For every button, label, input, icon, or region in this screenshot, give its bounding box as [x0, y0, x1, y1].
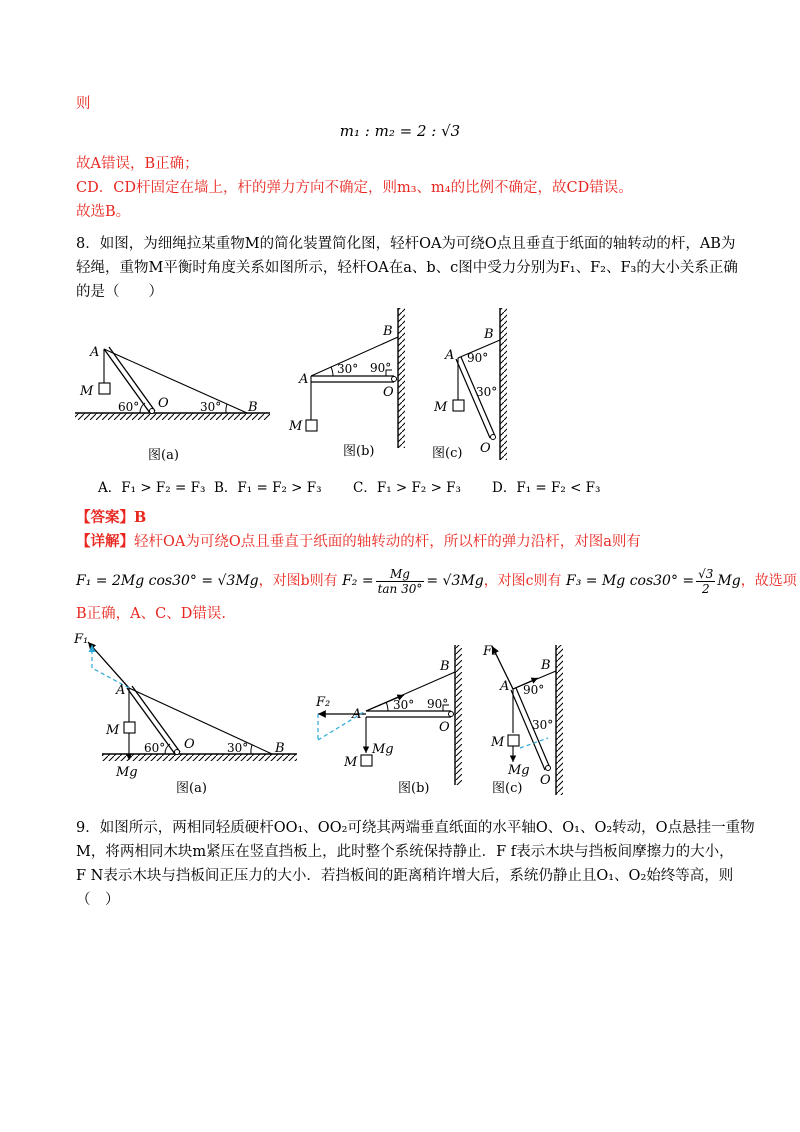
angle-60: 60° [118, 400, 140, 414]
sol-a-label-b: B [275, 741, 285, 756]
f2-num: Mg [376, 567, 425, 582]
formula-f3-lhs: F₃ = Mg cos30° = [565, 573, 695, 589]
q9-line3: F N表示木块与挡板间正压力的大小．若挡板间的距离稍许增大后，系统仍静止且O₁、O₂始终等高，则 [76, 868, 734, 884]
q9-line1: 9．如图所示，两相同轻质硬杆OO₁、OO₂可绕其两端垂直纸面的水平轴O、O₁、O₂转动，O点悬挂一重物 [76, 820, 755, 836]
label-m: M [80, 384, 94, 399]
caption-a: 图(a) [148, 448, 179, 463]
detail-line1 [76, 532, 641, 552]
label-o: O [158, 396, 169, 411]
formula-f3-rhs: Mg [717, 573, 741, 589]
sol-b-label-b: B [440, 659, 450, 674]
label-m-c: M [434, 400, 448, 415]
formula-f1: F₁ = 2Mg cos30° = √3Mg [76, 573, 259, 589]
f3-num: √3 [698, 566, 714, 581]
angle-30-c: 30° [476, 385, 498, 399]
q9-line4: （ ） [76, 892, 120, 908]
figure-b [288, 308, 405, 459]
sol-c-label-m: M [491, 735, 505, 750]
label-b-b: B [383, 324, 393, 339]
detail-line2 [76, 566, 797, 596]
sol-caption-c: 图(c) [492, 781, 523, 796]
label-a-b: A [299, 372, 309, 387]
formula-f2-lhs: F₂ = [342, 573, 374, 589]
formula-f2-frac [376, 567, 425, 596]
figure-a [75, 345, 270, 463]
sol-a-angle-60: 60° [144, 741, 166, 755]
q8-stem-line3: 的是（ ） [76, 284, 163, 300]
option-c[interactable]: C．F₁ > F₂ > F₃ [353, 480, 461, 496]
option-b[interactable]: B．F₁ = F₂ > F₃ [214, 480, 322, 496]
q8-stem-line1: 8．如图，为细绳拉某重物M的简化装置简化图，轻杆OA为可绕O点且垂直于纸面的轴转动的杆，AB为 [76, 236, 736, 252]
text-end: ，故选项 [740, 573, 797, 589]
detail-label: 【详解】 [76, 533, 134, 550]
caption-b: 图(b) [343, 444, 375, 459]
label-b: B [248, 400, 258, 415]
caption-c: 图(c) [432, 446, 463, 461]
sol-b-label-a: A [352, 707, 362, 722]
sol-a-label-mg: Mg [116, 765, 138, 780]
label-f2: F₂ [316, 695, 331, 710]
label-a-c: A [445, 348, 455, 363]
angle-30-b: 30° [337, 362, 359, 376]
detail-line3: B正确，A、C、D错误. [76, 606, 226, 622]
answer-label: 【答案】B [76, 509, 147, 526]
formula-f3-frac [696, 567, 715, 596]
detail-text1: 轻杆OA为可绕O点且垂直于纸面的轴转动的杆，所以杆的弹力沿杆，对图a则有 [134, 534, 641, 550]
choose-b: 故选B。 [76, 204, 131, 220]
cd-explanation: CD．CD杆固定在墙上，杆的弹力方向不确定，则m₃、m₄的比例不确定，故CD错误。 [76, 180, 633, 196]
label-f1: F₁ [74, 632, 89, 647]
solution-figures [0, 630, 800, 805]
mass-ratio-formula: m₁ : m₂ = 2 : √3 [339, 122, 461, 140]
label-o-b: O [383, 385, 394, 400]
f3-den: 2 [701, 581, 710, 596]
sol-a-label-a: A [116, 683, 126, 698]
sol-c-angle-30: 30° [532, 718, 554, 732]
conclusion-ab: 故A错误，B正确； [76, 156, 199, 172]
sol-b-label-o: O [439, 720, 450, 735]
option-d[interactable]: D．F₁ = F₂ < F₃ [492, 480, 601, 496]
angle-30: 30° [200, 400, 222, 414]
solution-figure-c [482, 644, 563, 796]
then-text: 则 [76, 96, 91, 112]
label-m-b: M [289, 419, 303, 434]
sol-b-angle-90: 90° [427, 697, 449, 711]
sol-b-angle-30: 30° [393, 698, 415, 712]
formula-f2-rhs: = √3Mg [426, 573, 484, 589]
sol-a-angle-30: 30° [227, 741, 249, 755]
angle-90-c: 90° [467, 351, 489, 365]
text-fig-b: ，对图b则有 [258, 573, 338, 589]
label-a: A [90, 345, 100, 360]
figure-c [432, 308, 507, 461]
q9-line2: M，将两相同木块m紧压在竖直挡板上，此时整个系统保持静止．F f表示木块与挡板间摩擦力的大小， [76, 844, 734, 860]
sol-c-label-mg: Mg [508, 763, 530, 778]
sol-c-label-o: O [540, 773, 551, 788]
sol-caption-a: 图(a) [176, 781, 207, 796]
label-b-c: B [484, 327, 494, 342]
solution-figure-a [73, 632, 297, 796]
q8-stem-line2: 轻绳，重物M平衡时角度关系如图所示，轻杆OA在a、b、c图中受力分别为F₁、F₂、F₃的大小关系正确 [76, 260, 738, 276]
f2-den: tan 30° [377, 581, 423, 596]
sol-a-label-m: M [106, 723, 120, 738]
sol-caption-b: 图(b) [398, 781, 430, 796]
angle-90-b: 90° [370, 361, 392, 375]
sol-c-label-a: A [500, 679, 510, 694]
solution-figure-b [315, 645, 462, 796]
sol-b-label-mg: Mg [372, 742, 394, 757]
text-fig-c: ，对图c则有 [483, 573, 562, 589]
sol-a-label-o: O [184, 737, 195, 752]
label-f3: F₃ [483, 644, 498, 659]
q8-figures [0, 295, 800, 470]
sol-c-label-b: B [541, 658, 551, 673]
option-a[interactable]: A．F₁ > F₂ = F₃ [98, 480, 206, 496]
label-o-c: O [480, 441, 491, 456]
sol-b-label-m: M [344, 755, 358, 770]
sol-c-angle-90: 90° [523, 683, 545, 697]
